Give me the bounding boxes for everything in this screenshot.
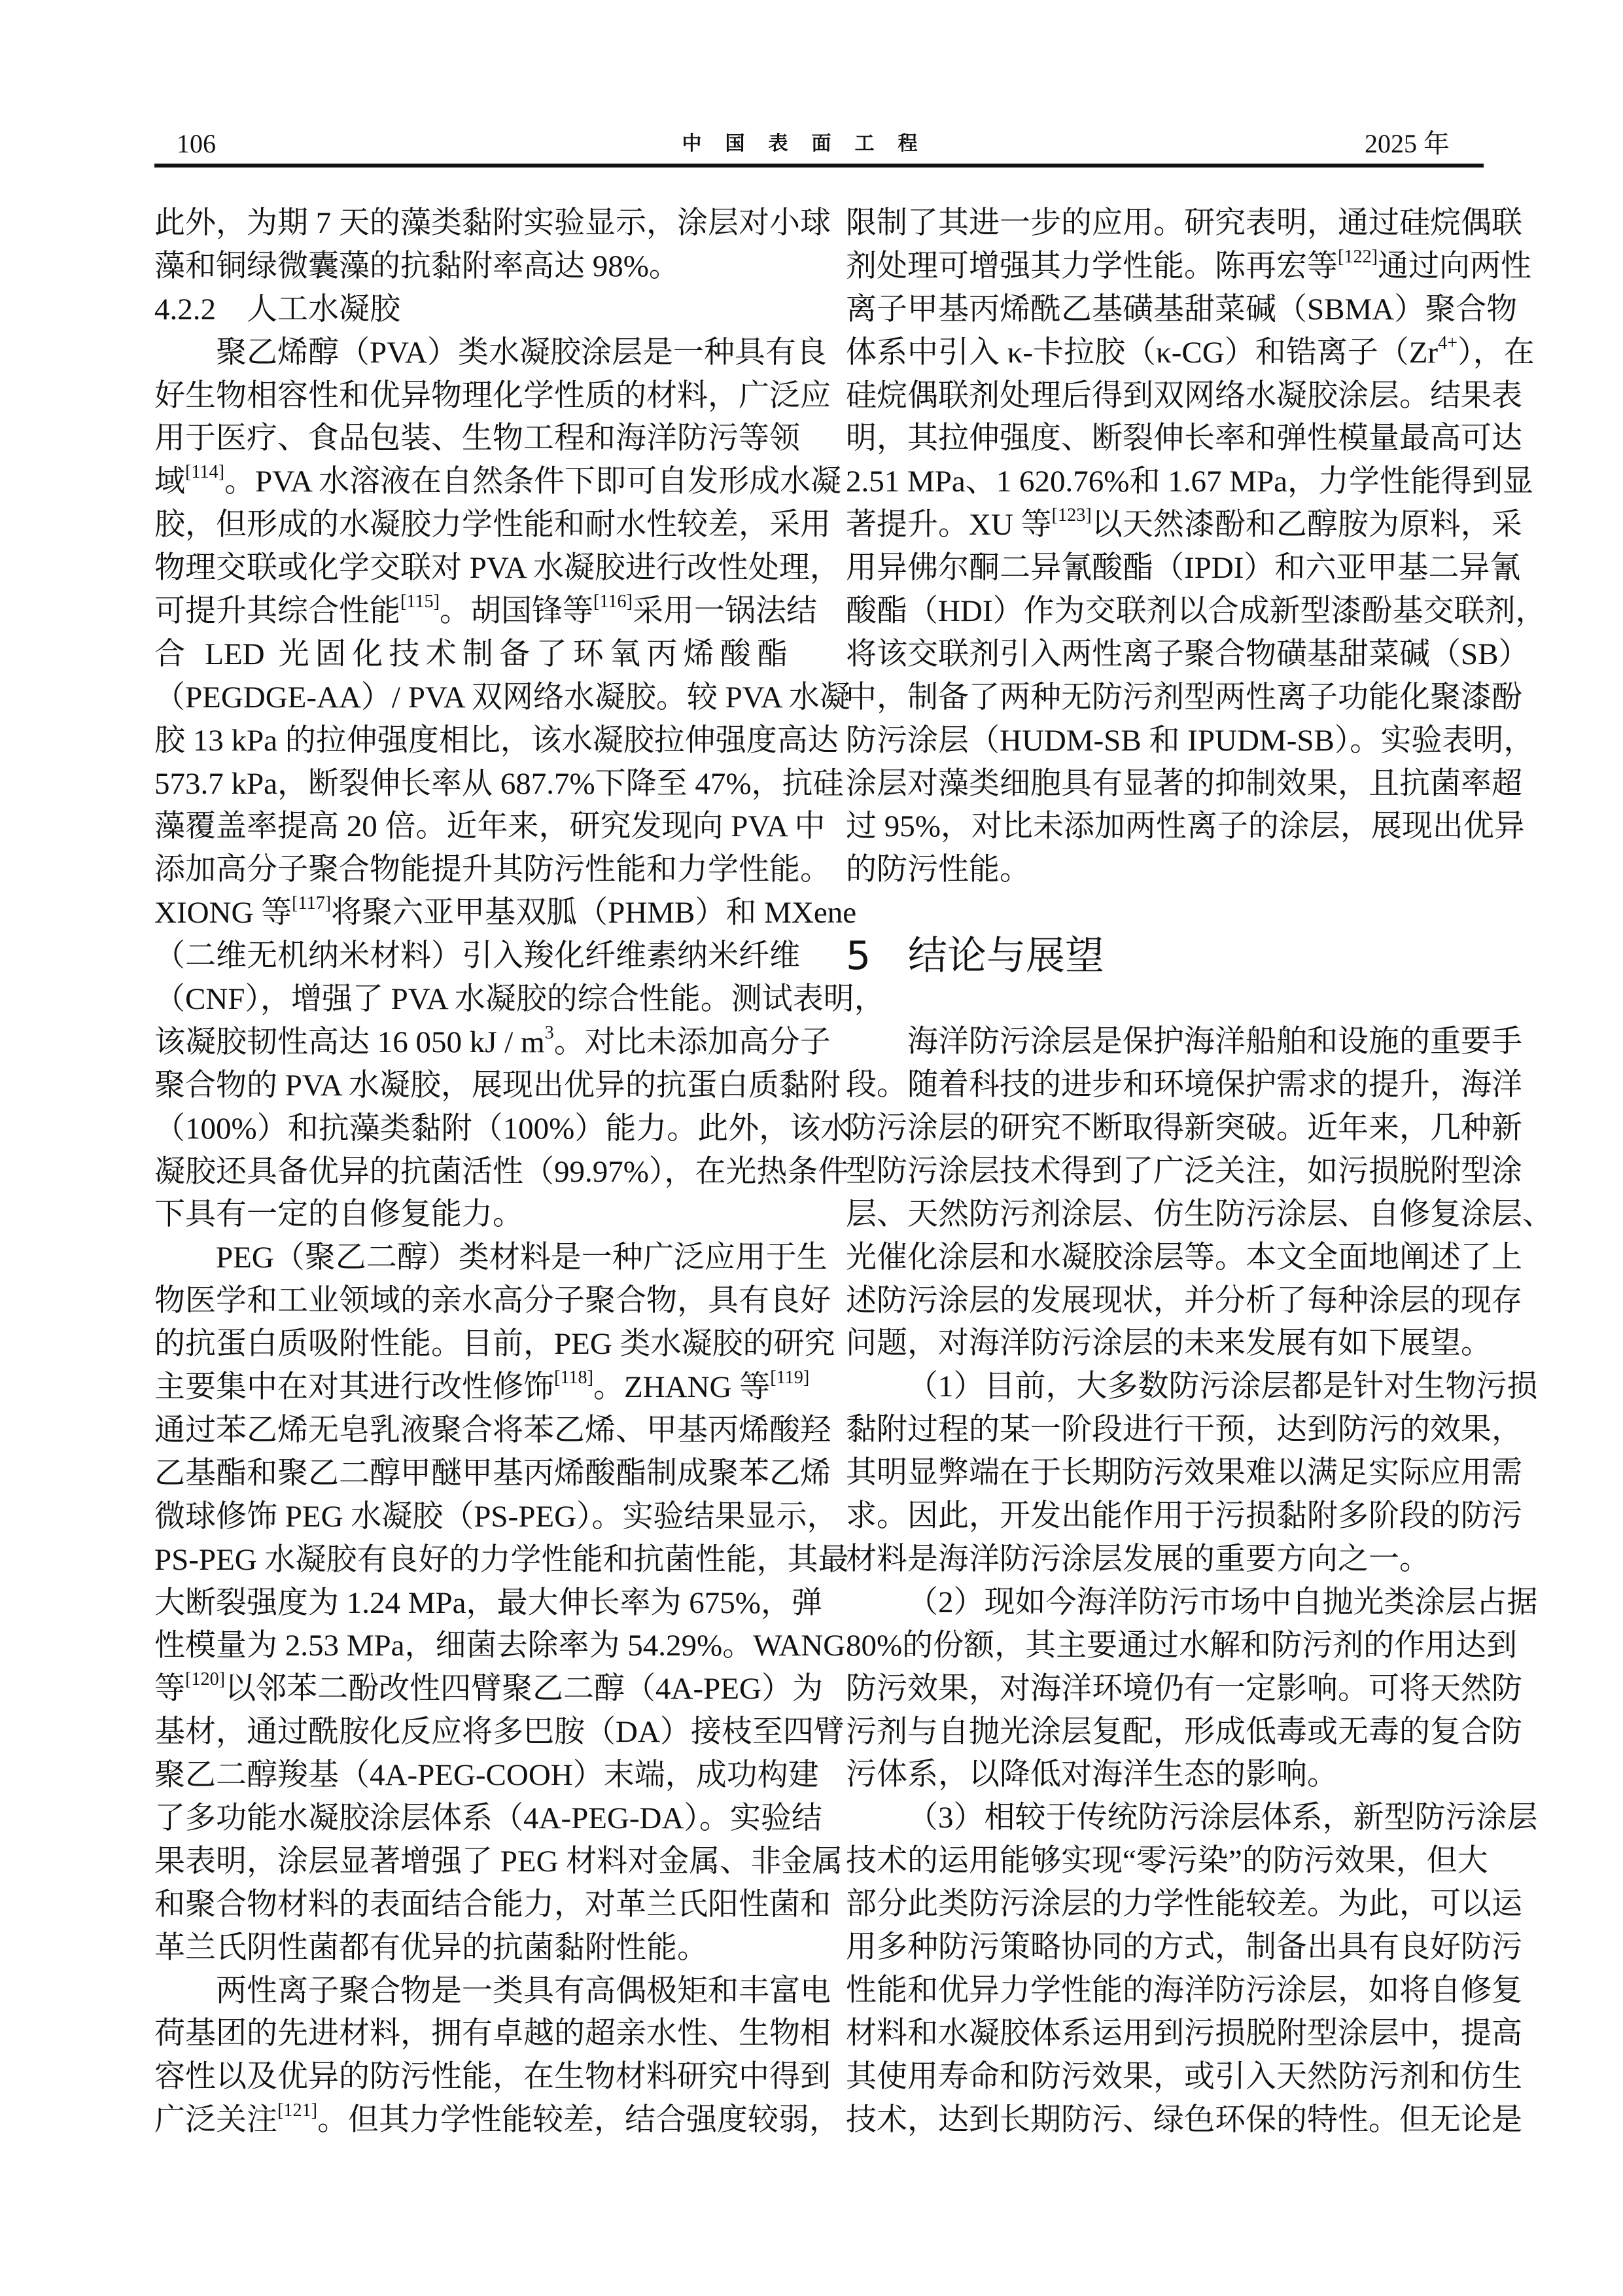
citation-superscript: [121] xyxy=(277,2100,318,2121)
text-line: 聚乙烯醇（PVA）类水凝胶涂层是一种具有良 xyxy=(216,335,827,370)
citation-superscript: [120] xyxy=(185,1669,226,1690)
citation-superscript: [116] xyxy=(593,591,633,612)
section-heading xyxy=(846,892,1479,1021)
page-number: 106 xyxy=(177,129,216,158)
text-line: 求。因此，开发出能作用于污损黏附多阶段的防污 xyxy=(846,1499,1522,1534)
text-line: 物理交联或化学交联对 PVA 水凝胶进行改性处理， xyxy=(154,551,841,586)
subsection-heading: 4.2.2 人工水凝胶 xyxy=(154,292,400,327)
text-line: 问题，对海洋防污涂层的未来发展有如下展望。 xyxy=(846,1326,1492,1361)
text-line: （PEGDGE-AA）/ PVA 双网络水凝胶。较 PVA 水凝 xyxy=(154,680,850,715)
text-line: 涂层对藻类细胞具有显著的抑制效果，且抗菌率超 xyxy=(846,766,1522,801)
text-line: 物医学和工业领域的亲水高分子聚合物，具有良好 xyxy=(154,1284,831,1318)
citation-superscript: [115] xyxy=(400,591,440,612)
text-line: 革兰氏阴性菌都有优异的抗菌黏附性能。 xyxy=(154,1930,708,1965)
journal-title: 中国表面工程 xyxy=(682,132,941,155)
text-line: 80%的份额，其主要通过水解和防污剂的作用达到 xyxy=(846,1628,1518,1663)
text-line: 段。随着科技的进步和环境保护需求的提升，海洋 xyxy=(846,1068,1522,1103)
text-line: 两性离子聚合物是一类具有高偶极矩和丰富电 xyxy=(216,1973,831,2008)
text-line: 用异佛尔酮二异氰酸酯（IPDI）和六亚甲基二异氰 xyxy=(846,551,1521,586)
text-line: 技术，达到长期防污、绿色环保的特性。但无论是 xyxy=(846,2102,1522,2137)
paragraph xyxy=(154,1970,841,2143)
citation-superscript: [114] xyxy=(185,462,225,483)
citation-superscript: 4+ xyxy=(1438,332,1458,353)
paragraph xyxy=(846,1366,1538,1581)
text-line: 硅烷偶联剂处理后得到双网络水凝胶涂层。结果表 xyxy=(846,378,1522,413)
text-line: 广泛关注[121]。但其力学性能较差，结合强度较弱， xyxy=(154,2100,841,2138)
text-line: 材料是海洋防污涂层发展的重要方向之一。 xyxy=(846,1542,1430,1576)
text-line: 用于医疗、食品包装、生物工程和海洋防污等领 xyxy=(154,421,800,456)
citation-superscript: [122] xyxy=(1338,246,1378,267)
text-line: 其使用寿命和防污效果，或引入天然防污剂和仿生 xyxy=(846,2059,1522,2094)
text-line: 添加高分子聚合物能提升其防污性能和力学性能。 xyxy=(154,853,831,887)
section-number: 5 xyxy=(846,933,871,980)
paragraph xyxy=(846,1021,1553,1366)
text-line: 藻和铜绿微囊藻的抗黏附率高达 98%。 xyxy=(154,249,680,283)
text-line: 剂处理可增强其力学性能。陈再宏等[122]通过向两性 xyxy=(846,246,1532,283)
text-line: 体系中引入 κ-卡拉胶（κ-CG）和锆离子$(Zr^{4+})$，在 xyxy=(846,332,1535,370)
text-line: 的防污性能。 xyxy=(846,853,1030,887)
text-line: 2.51 MPa、1 620.76%和 1.67 MPa，力学性能得到显 xyxy=(846,465,1533,499)
text-line: 限制了其进一步的应用。研究表明，通过硅烷偶联 xyxy=(846,206,1522,240)
text-line: 乙基酯和聚乙二醇甲醚甲基丙烯酸酯制成聚苯乙烯 xyxy=(154,1456,831,1491)
text-line: 技术的运用能够实现“零污染”的防污效果，但大 xyxy=(846,1844,1488,1879)
text-line: 的抗蛋白质吸附性能。目前，PEG 类水凝胶的研究 xyxy=(154,1327,835,1362)
text-line: 可提升其综合性能[115]。胡国锋等[116]采用一锅法结 xyxy=(154,591,818,629)
citation-superscript: 3 xyxy=(544,1022,554,1043)
text-line: 聚乙二醇羧基（4A-PEG-COOH）末端，成功构建 xyxy=(154,1758,819,1793)
text-line: 通过苯乙烯无皂乳液聚合将苯乙烯、甲基丙烯酸羟 xyxy=(154,1413,831,1447)
text-line: PEG（聚乙二醇）类材料是一种广泛应用于生 xyxy=(216,1241,828,1275)
paragraph xyxy=(154,202,831,289)
text-line: （2）现如今海洋防污市场中自抛光类涂层占据 xyxy=(907,1585,1538,1619)
text-line: 了多功能水凝胶涂层体系（4A-PEG-DA）。实验结 xyxy=(154,1801,822,1835)
text-line: 胶，但形成的水凝胶力学性能和耐水性较差，采用 xyxy=(154,508,831,542)
text-line: 性模量为 2.53 MPa，细菌去除率为 54.29%。WANG xyxy=(154,1629,846,1663)
text-line: 此外，为期 7 天的藻类黏附实验显示，涂层对小球 xyxy=(154,206,831,240)
text-line: 材料和水凝胶体系运用到污损脱附型涂层中，提高 xyxy=(846,2016,1522,2051)
text-line: PS-PEG 水凝胶有良好的力学性能和抗菌性能，其最 xyxy=(154,1542,849,1577)
header-rule xyxy=(154,164,1484,168)
text-line: 明，其拉伸强度、断裂伸长率和弹性模量最高可达 xyxy=(846,421,1522,456)
text-line: 污体系，以降低对海洋生态的影响。 xyxy=(846,1757,1338,1792)
text-line: 污剂与自抛光涂层复配，形成低毒或无毒的复合防 xyxy=(846,1714,1522,1749)
text-line: 防污效果，对海洋环境仍有一定影响。可将天然防 xyxy=(846,1671,1522,1706)
text-line: 防污涂层的研究不断取得新突破。近年来，几种新 xyxy=(846,1111,1522,1146)
paragraph xyxy=(846,1797,1538,2142)
text-line: （二维无机纳米材料）引入羧化纤维素纳米纤维 xyxy=(154,939,800,974)
citation-superscript: [119] xyxy=(770,1367,810,1388)
text-line: 著提升。XU 等[123]以天然漆酚和乙醇胺为原料，采 xyxy=(846,505,1522,542)
text-line: 基材，通过酰胺化反应将多巴胺（DA）接枝至四臂 xyxy=(154,1715,845,1750)
text-line: 胶 13 kPa 的拉伸强度相比，该水凝胶拉伸强度高达 xyxy=(154,723,839,758)
text-line: 和聚合物材料的表面结合能力，对革兰氏阳性菌和 xyxy=(154,1887,831,1922)
text-line: 层、天然防污剂涂层、仿生防污涂层、自修复涂层、 xyxy=(846,1197,1553,1231)
text-line: 好生物相容性和优异物理化学性质的材料，广泛应 xyxy=(154,378,831,413)
text-line: 过 95%，对比未添加两性离子的涂层，展现出优异 xyxy=(846,809,1525,844)
paragraph xyxy=(154,332,885,1237)
text-line: XIONG 等[117]将聚六亚甲基双胍（PHMB）和 MXene xyxy=(154,893,857,930)
text-line: 主要集中在对其进行改性修饰[118]。ZHANG 等[119] xyxy=(154,1367,810,1405)
section-title: 结论与展望 xyxy=(908,933,1104,980)
text-line: 离子甲基丙烯酰乙基磺基甜菜碱（SBMA）聚合物 xyxy=(846,292,1518,327)
text-line: 容性以及优异的防污性能，在生物材料研究中得到 xyxy=(154,2060,831,2094)
text-line: 黏附过程的某一阶段进行干预，达到防污的效果， xyxy=(846,1413,1522,1447)
text-line: 等[120]以邻苯二酚改性四臂聚乙二醇（4A-PEG）为 xyxy=(154,1669,823,1706)
text-line: 微球修饰 PEG 水凝胶（PS-PEG）。实验结果显示， xyxy=(154,1499,838,1534)
citation-superscript: [117] xyxy=(292,893,332,914)
text-line: 该凝胶韧性高达 16 050 kJ / $m^3$。对比未添加高分子 xyxy=(154,1022,831,1059)
text-line: 其明显弊端在于长期防污效果难以满足实际应用需 xyxy=(846,1456,1522,1491)
text-line: 用多种防污策略协同的方式，制备出具有良好防污 xyxy=(846,1930,1522,1964)
text-line: 中，制备了两种无防污剂型两性离子功能化聚漆酚 xyxy=(846,680,1522,715)
citation-superscript: [123] xyxy=(1051,505,1092,526)
citation-superscript: [118] xyxy=(554,1367,594,1388)
text-line: 酸酯（HDI）作为交联剂以合成新型漆酚基交联剂， xyxy=(846,594,1546,629)
paragraph xyxy=(846,1581,1538,1797)
text-line: （1）目前，大多数防污涂层都是针对生物污损 xyxy=(907,1369,1538,1404)
text-line: 果表明，涂层显著增强了 PEG 材料对金属、非金属 xyxy=(154,1844,843,1879)
left-column xyxy=(154,202,885,2142)
issue-year: 2025 年 xyxy=(1365,129,1450,158)
text-line: 光催化涂层和水凝胶涂层等。本文全面地阐述了上 xyxy=(846,1240,1522,1275)
text-line: 部分此类防污涂层的力学性能较差。为此，可以运 xyxy=(846,1887,1522,1922)
text-line: 防污涂层（HUDM-SB 和 IPUDM-SB）。实验表明， xyxy=(846,723,1535,758)
text-line: 聚合物的 PVA 水凝胶，展现出优异的抗蛋白质黏附 xyxy=(154,1068,841,1103)
text-line: 下具有一定的自修复能力。 xyxy=(154,1197,523,1232)
paragraph xyxy=(846,202,1546,892)
text-line: （100%）和抗藻类黏附（100%）能力。此外，该水 xyxy=(154,1111,852,1146)
text-line: （3）相较于传统防污涂层体系，新型防污涂层 xyxy=(907,1801,1538,1835)
text-line: 海洋防污涂层是保护海洋船舶和设施的重要手 xyxy=(907,1025,1522,1059)
text-line: 性能和优异力学性能的海洋防污涂层，如将自修复 xyxy=(846,1973,1522,2007)
text-line: 573.7 kPa，断裂伸长率从 687.7%下降至 47%，抗硅 xyxy=(154,766,844,801)
text-line: 凝胶还具备优异的抗菌活性（99.97%），在光热条件 xyxy=(154,1154,849,1189)
text-line: 荷基团的先进材料，拥有卓越的超亲水性、生物相 xyxy=(154,2017,831,2051)
text-line: 域[114]。PVA 水溶液在自然条件下即可自发形成水凝 xyxy=(154,462,842,499)
right-column xyxy=(846,202,1553,2142)
text-line: 型防污涂层技术得到了广泛关注，如污损脱附型涂 xyxy=(846,1154,1522,1188)
text-line: （CNF），增强了 PVA 水凝胶的综合性能。测试表明， xyxy=(154,982,885,1017)
paragraph xyxy=(154,1237,849,1969)
text-line: 合 LED 光固化技术制备了环氧丙烯酸酯 xyxy=(154,637,788,671)
text-line: 述防污涂层的发展现状，并分析了每种涂层的现存 xyxy=(846,1283,1522,1318)
text-line: 将该交联剂引入两性离子聚合物磺基甜菜碱（SB） xyxy=(846,637,1529,671)
text-line: 藻覆盖率提高 20 倍。近年来，研究发现向 PVA 中 xyxy=(154,809,826,844)
text-line: 大断裂强度为 1.24 MPa，最大伸长率为 675%，弹 xyxy=(154,1585,822,1620)
